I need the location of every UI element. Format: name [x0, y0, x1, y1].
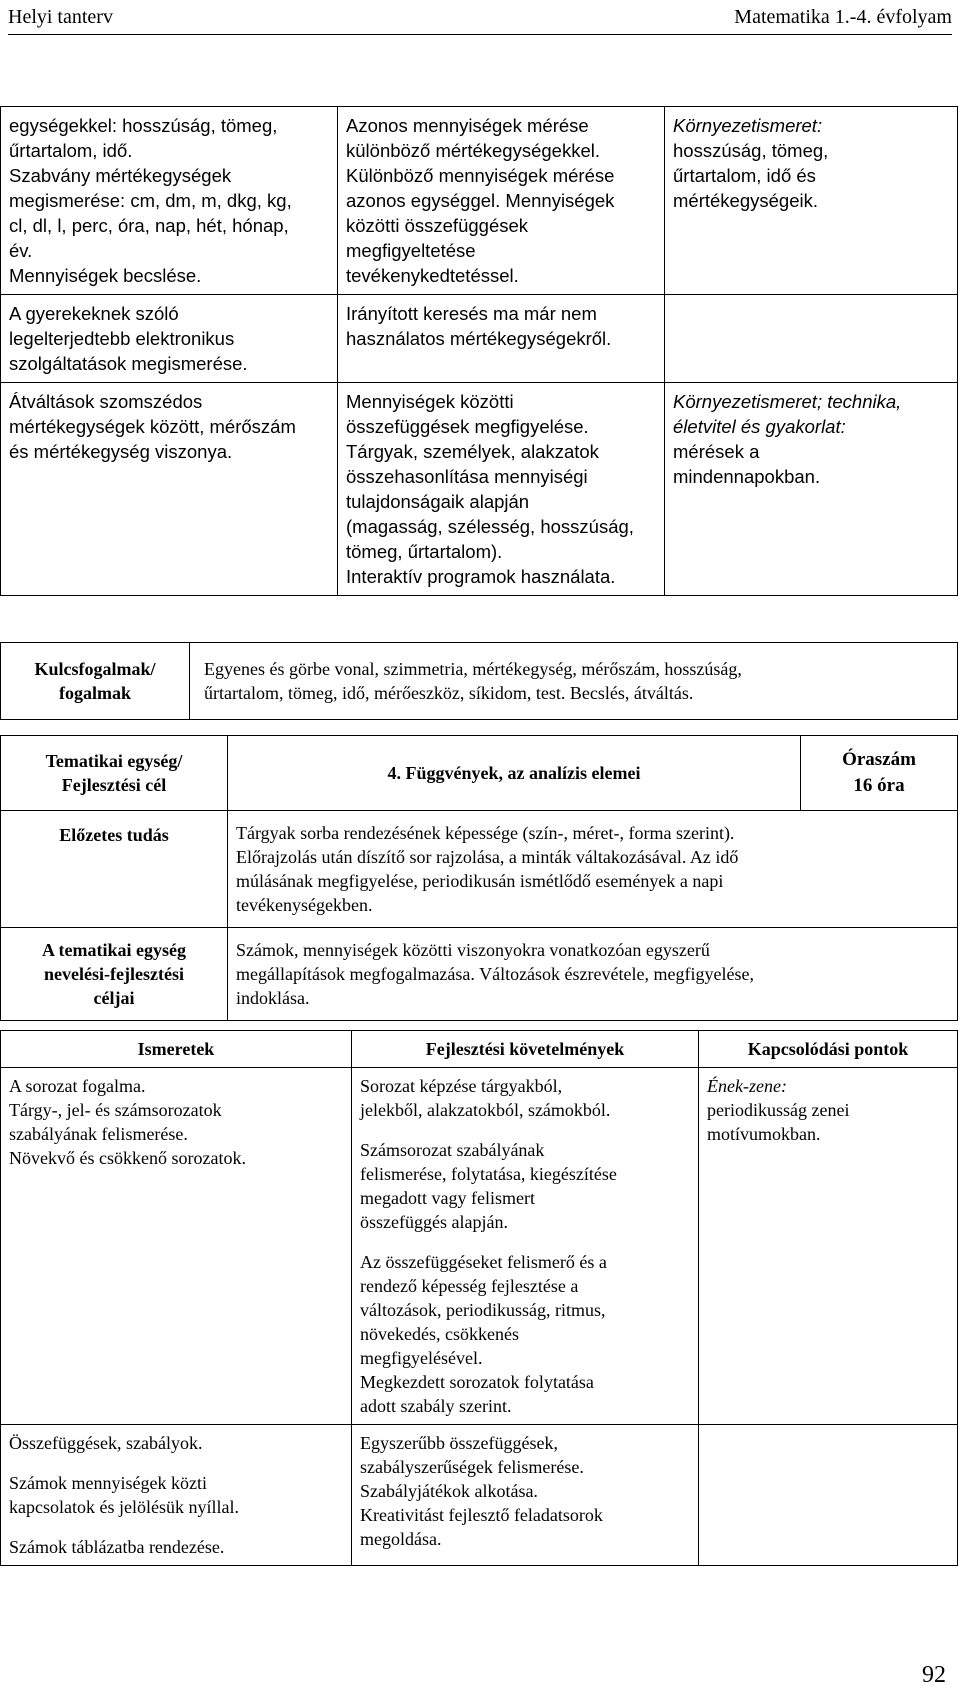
goals-value: Számok, mennyiségek közötti viszonyokra vonatkozóan egyszerű megállapítások megfogalmazása. Változások észrevétele, megfigyelése, indoklása.: [236, 940, 754, 1008]
prior-knowledge-label: Előzetes tudás: [59, 825, 169, 845]
column-header: Ismeretek: [1, 1031, 352, 1068]
cell-text: Mennyiségek közötti összefüggések megfigyelése. Tárgyak, személyek, alakzatok összehasonlítása mennyiségi tulajdonságaik alapján (magasság, szélesség, hosszúság, tömeg, űrtartalom). Interaktív programok használata.: [346, 391, 634, 587]
cell-text: Sorozat képzése tárgyakból, jelekből, alakzatokból, számokból.: [360, 1076, 611, 1120]
table-cell: [338, 295, 665, 383]
table-cell: [1, 1425, 352, 1566]
cell-text: hosszúság, tömeg, űrtartalom, idő és mértékegységeik.: [673, 140, 829, 211]
table-cell: [665, 107, 958, 295]
table-row: [1, 643, 958, 720]
cell-text: Számok táblázatba rendezése.: [9, 1537, 225, 1557]
continued-content-table: [0, 106, 958, 596]
cell-text: Számok mennyiségek közti kapcsolatok és jelölésük nyíllal.: [9, 1473, 239, 1517]
cell-text: A sorozat fogalma. Tárgy-, jel- és számsorozatok szabályának felismerése. Növekvő és csökkenő sorozatok.: [9, 1076, 246, 1168]
table-cell: [1, 1068, 352, 1425]
table-row: [1, 811, 958, 928]
thematic-label: Tematikai egység/ Fejlesztési cél: [45, 751, 183, 795]
goals-label-cell: [1, 928, 228, 1021]
thematic-title-cell: [228, 736, 801, 811]
table-cell: [352, 1425, 699, 1566]
cell-text: periodikusság zenei motívumokban.: [707, 1100, 850, 1144]
thematic-unit-table: [0, 735, 958, 1021]
key-concepts-value: Egyenes és görbe vonal, szimmetria, mértékegység, mérőszám, hosszúság, űrtartalom, tömeg, idő, mérőeszköz, síkidom, test. Becslés, átváltás.: [204, 659, 742, 703]
cell-text: A gyerekeknek szóló legelterjedtebb elektronikus szolgáltatások megismerése.: [9, 303, 248, 374]
page-number: 92: [922, 1662, 946, 1688]
table-row: [1, 928, 958, 1021]
cell-text: Irányított keresés ma már nem használatos mértékegységekről.: [346, 303, 612, 349]
column-header: Kapcsolódási pontok: [699, 1031, 958, 1068]
prior-knowledge-value-cell: [228, 811, 958, 928]
table-row: [1, 383, 958, 596]
table-row: [1, 1068, 958, 1425]
table-cell: [1, 295, 338, 383]
cell-text: Számsorozat szabályának felismerése, folytatása, kiegészítése megadott vagy felismert összefüggés alapján.: [360, 1140, 617, 1232]
key-concepts-table: [0, 642, 958, 720]
cell-text: Összefüggések, szabályok.: [9, 1433, 203, 1453]
cell-text: Azonos mennyiségek mérése különböző mértékegységekkel. Különböző mennyiségek mérése azonos egységgel. Mennyiségek közötti összefüggések megfigyeltetése tevékenykedtetéssel.: [346, 115, 615, 286]
table-cell: [338, 383, 665, 596]
hours-label: Óraszám 16 óra: [842, 749, 916, 796]
header-left: Helyi tanterv: [8, 5, 113, 28]
cell-text: egységekkel: hosszúság, tömeg, űrtartalom, idő. Szabvány mértékegységek megismerése: cm, dm, m, dkg, kg, cl, dl, l, perc, óra, nap, hét, hónap, év. Mennyiségek becslése.: [9, 115, 292, 286]
hours-cell: [801, 736, 958, 811]
table-cell: [665, 295, 958, 383]
cell-text: Átváltások szomszédos mértékegységek között, mérőszám és mértékegység viszonya.: [9, 391, 296, 462]
page-header: [8, 0, 952, 35]
table-cell: [699, 1425, 958, 1566]
header-right: Matematika 1.-4. évfolyam: [734, 5, 952, 28]
table-cell: [1, 383, 338, 596]
content-table: [0, 1030, 958, 1566]
cell-subject-label: Környezetismeret; technika, életvitel és gyakorlat:: [673, 391, 902, 437]
table-row: [1, 107, 958, 295]
table-row: [1, 295, 958, 383]
table-header-row: [1, 1031, 958, 1068]
cell-subject-label: Ének-zene:: [707, 1076, 787, 1096]
key-concepts-label-cell: [1, 643, 190, 720]
column-header: Fejlesztési követelmények: [352, 1031, 699, 1068]
table-cell: [1, 107, 338, 295]
key-concepts-value-cell: [190, 643, 958, 720]
cell-text: Az összefüggéseket felismerő és a rendező képesség fejlesztése a változások, periodikusság, ritmus, növekedés, csökkenés megfigyelésével. Megkezdett sorozatok folytatása adott szabály szerint.: [360, 1252, 607, 1416]
goals-value-cell: [228, 928, 958, 1021]
cell-text: Egyszerűbb összefüggések, szabályszerűségek felismerése. Szabályjátékok alkotása. Kreativitást fejlesztő feladatsorok megoldása.: [360, 1433, 603, 1549]
thematic-label-cell: [1, 736, 228, 811]
goals-label: A tematikai egység nevelési-fejlesztési céljai: [42, 940, 186, 1008]
cell-text: mérések a mindennapokban.: [673, 441, 821, 487]
thematic-title: 4. Függvények, az analízis elemei: [387, 763, 641, 783]
table-cell: [338, 107, 665, 295]
table-cell: [699, 1068, 958, 1425]
cell-subject-label: Környezetismeret:: [673, 115, 823, 136]
table-cell: [665, 383, 958, 596]
table-cell: [352, 1068, 699, 1425]
key-concepts-label: Kulcsfogalmak/ fogalmak: [34, 659, 156, 703]
table-row: [1, 736, 958, 811]
prior-knowledge-value: Tárgyak sorba rendezésének képessége (szín-, méret-, forma szerint). Előrajzolás után díszítő sor rajzolása, a minták váltakozásával. Az idő múlásának megfigyelése, periodikusán ismétlődő események a napi tevékenységekben.: [236, 823, 739, 915]
table-row: [1, 1425, 958, 1566]
prior-knowledge-label-cell: [1, 811, 228, 928]
